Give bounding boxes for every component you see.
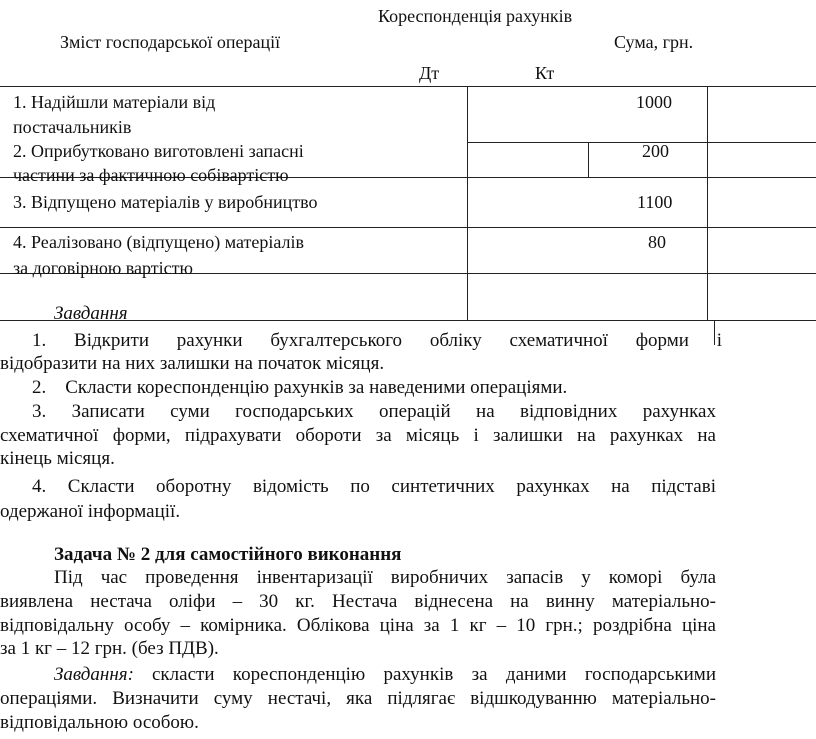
task1-item4-line2: одержаної інформації. [0,501,181,522]
task1-item1-line2: відобразити на них залишки на початок місяця. [0,353,385,374]
task2-para-line: відповідальну особу – комірника. Облікова ціна за 1 кг – 10 грн.; роздрібна ціна [0,615,716,636]
row-content-line2: частини за фактичною собівартістю [13,165,289,185]
row-content-line1: 1. Надійшли матеріали від [13,92,216,112]
row-sum: 80 [648,232,666,252]
header-content: Зміст господарської операції [60,32,281,52]
header-correspondence: Кореспонденція рахунків [378,6,573,26]
task2-task-line2: операціями. Визначити суму нестачі, яка підлягає відшкодуванню матеріально- [0,688,716,709]
task2-para-last: за 1 кг – 12 грн. (без ПДВ). [0,638,219,659]
grid-line [707,86,708,320]
task2-task-label: Завдання: [54,664,134,685]
task2-task-line3: відповідальною особою. [0,712,199,733]
header-debit: Дт [419,63,440,83]
task1-item1-line1: 1. Відкрити рахунки бухгалтерського обліку схематичної форми і [32,330,722,351]
row-content-line2: за договірною вартістю [13,258,193,278]
row-content-line2: постачальників [13,117,132,137]
grid-line [467,86,468,320]
row-content-line1: 4. Реалізовано (відпущено) матеріалів [13,232,305,252]
task2-para-line: виявлена нестача оліфи – 30 кг. Нестача віднесена на винну матеріально- [0,591,716,612]
header-credit: Кт [535,63,555,83]
row-sum: 1100 [637,192,673,212]
task1-item3-line1: 3. Записати суми господарських операцій на відповідних рахунках [32,401,716,422]
task1-item3-line2: схематичної форми, підрахувати обороти за місяць і залишки на рахунках на [0,425,716,446]
task2-task-line1: скласти кореспонденцію рахунків за даними господарськими [152,664,716,685]
grid-line [0,86,816,87]
row-sum: 200 [642,141,669,161]
header-sum: Сума, грн. [614,32,694,52]
grid-line [588,142,589,177]
row-content-line1: 3. Відпущено матеріалів у виробництво [13,192,318,212]
task1-item2: 2. Скласти кореспонденцію рахунків за наведеними операціями. [32,377,568,398]
grid-line [0,227,816,228]
task2-title: Задача № 2 для самостійного виконання [54,544,402,565]
task1-item3-line3: кінець місяця. [0,448,115,469]
row-sum: 1000 [636,92,672,112]
task1-heading: Завдання [54,303,128,324]
task1-item4-line1: 4. Скласти оборотну відомість по синтетичних рахунках на підставі [32,476,716,497]
task2-para-line: Під час проведення інвентаризації виробничих запасів у коморі була [54,567,716,588]
row-content-line1: 2. Оприбутковано виготовлені запасні [13,141,304,161]
